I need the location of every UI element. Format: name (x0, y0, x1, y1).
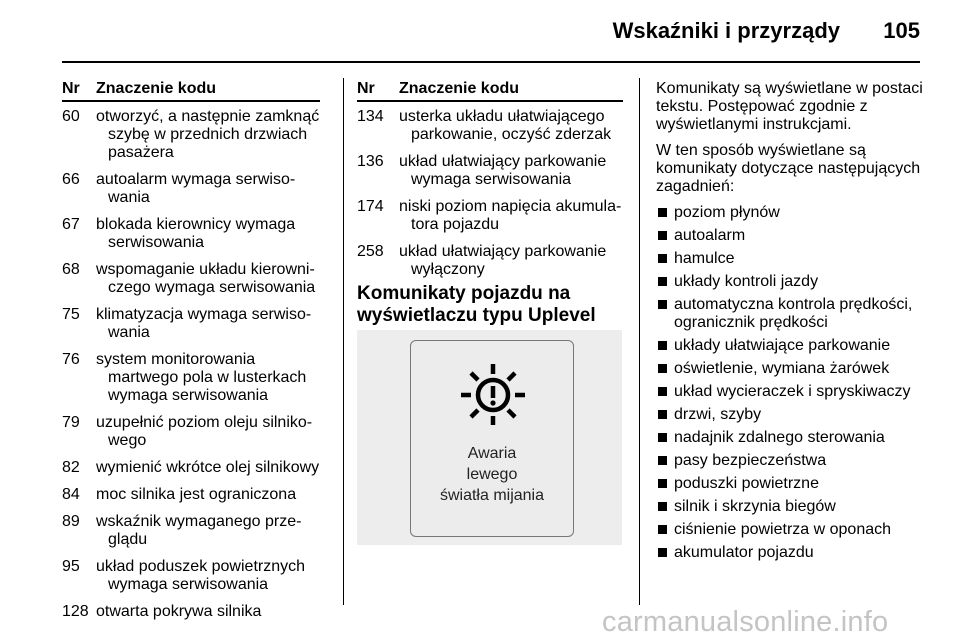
topic-list-item-text: układy ułatwiające parkowanie (674, 337, 891, 354)
row-code: 82 (62, 459, 80, 476)
column-header-number: Nr (357, 80, 375, 97)
table-row (357, 243, 623, 279)
row-meaning (399, 198, 623, 234)
column-header-meaning: Znaczenie kodu (399, 80, 520, 97)
row-meaning (96, 558, 320, 594)
topic-list-item-text: hamulce (674, 250, 735, 267)
row-meaning-line: otwarta pokrywa silnika (96, 603, 262, 620)
row-meaning (96, 171, 320, 207)
bullet-square-icon (658, 479, 667, 488)
row-code: 174 (357, 198, 384, 215)
row-meaning-line: szybę w przednich drzwiach (108, 126, 308, 143)
topic-list-item (656, 544, 928, 562)
row-code: 75 (62, 306, 80, 323)
table-row (62, 216, 320, 252)
row-meaning-line: czego wymaga serwisowania (108, 279, 316, 296)
row-meaning (96, 603, 320, 621)
topics-paragraph: W ten sposób wyświetlane są komunikaty dotyczące następujących zagadnień: (656, 142, 921, 195)
row-meaning-line: wymaga serwisowania (108, 387, 269, 404)
table-row (62, 351, 320, 405)
bullet-square-icon (658, 341, 667, 350)
row-meaning-line: blokada kierownicy wymaga (96, 216, 296, 233)
row-code: 84 (62, 486, 80, 503)
topic-list (656, 204, 928, 562)
row-code: 79 (62, 414, 80, 431)
row-meaning-line: wymaga serwisowania (108, 576, 269, 593)
bullet-square-icon (658, 456, 667, 465)
table-row (357, 153, 623, 189)
row-meaning-line: układ ułatwiający parkowanie (399, 243, 607, 260)
row-meaning-line: niski poziom napięcia akumula- (399, 198, 622, 215)
row-meaning-line: parkowanie, oczyść zderzak (411, 126, 612, 143)
column-divider-1 (343, 78, 344, 605)
row-meaning-line: wspomaganie układu kierowni- (96, 261, 315, 278)
table-row (62, 414, 320, 450)
bullet-square-icon (658, 548, 667, 557)
row-code: 258 (357, 243, 384, 260)
row-code: 136 (357, 153, 384, 170)
row-meaning (399, 108, 623, 144)
row-meaning-line: wskaźnik wymaganego prze- (96, 513, 302, 530)
row-code: 128 (62, 603, 89, 620)
row-meaning (96, 513, 320, 549)
table-row (62, 459, 320, 477)
section-heading (357, 283, 627, 327)
row-meaning (96, 351, 320, 405)
topic-list-item (656, 227, 928, 245)
topic-list-item (656, 296, 928, 332)
row-meaning-line: klimatyzacja wymaga serwiso- (96, 306, 312, 323)
row-code: 95 (62, 558, 80, 575)
display-message (411, 443, 573, 506)
table-row (62, 558, 320, 594)
row-meaning (399, 243, 623, 279)
header-divider (62, 61, 920, 63)
row-meaning-line: usterka układu ułatwiającego (399, 108, 605, 125)
bullet-square-icon (658, 387, 667, 396)
table-row (62, 513, 320, 549)
row-meaning-line: moc silnika jest ograniczona (96, 486, 297, 503)
row-code: 66 (62, 171, 80, 188)
topic-list-item (656, 273, 928, 291)
row-meaning-line: uzupełnić poziom oleju silniko- (96, 414, 313, 431)
exterior-light-fault-icon (458, 359, 528, 425)
topic-list-item-text: drzwi, szyby (674, 406, 762, 423)
topic-list-item-text: układy kontroli jazdy (674, 273, 819, 290)
table-header (62, 80, 320, 102)
row-meaning-line: glądu (108, 531, 148, 548)
table-row (62, 603, 320, 621)
topic-list-item-text: nadajnik zdalnego sterowania (674, 429, 885, 446)
topic-list-item (656, 429, 928, 447)
row-code: 89 (62, 513, 80, 530)
bullet-square-icon (658, 208, 667, 217)
bullet-square-icon (658, 410, 667, 419)
row-meaning-line: pasażera (108, 144, 174, 161)
column-divider-2 (639, 78, 640, 605)
bullet-square-icon (658, 364, 667, 373)
row-meaning-line: system monitorowania (96, 351, 256, 368)
row-code: 134 (357, 108, 384, 125)
right-column-text (656, 80, 928, 567)
row-meaning-line: martwego pola w lusterkach (108, 369, 307, 386)
row-meaning-line: układ poduszek powietrznych (96, 558, 306, 575)
row-meaning-line: układ ułatwiający parkowanie (399, 153, 607, 170)
bullet-square-icon (658, 231, 667, 240)
bullet-square-icon (658, 502, 667, 511)
row-meaning-line: wyłączony (411, 261, 485, 278)
row-meaning-line: wymaga serwisowania (411, 171, 572, 188)
column-header-number: Nr (62, 80, 80, 97)
topic-list-item-text: autoalarm (674, 227, 746, 244)
row-meaning-line: wania (108, 189, 150, 206)
section-heading-line: wyświetlaczu typu Uplevel (357, 305, 596, 326)
row-meaning (96, 216, 320, 252)
table-row (357, 198, 623, 234)
topic-list-item (656, 337, 928, 355)
topic-list-item-text: układ wycieraczek i spryskiwaczy (674, 383, 911, 400)
topic-list-item (656, 250, 928, 268)
code-table-right (357, 80, 623, 288)
row-meaning-line: autoalarm wymaga serwiso- (96, 171, 296, 188)
row-code: 76 (62, 351, 80, 368)
row-meaning-line: wego (108, 432, 147, 449)
row-meaning-line: tora pojazdu (411, 216, 500, 233)
row-meaning-line: wymienić wkrótce olej silnikowy (96, 459, 320, 476)
column-header-meaning: Znaczenie kodu (96, 80, 217, 97)
code-table-left (62, 80, 320, 630)
uplevel-display-screen (410, 340, 574, 537)
bullet-square-icon (658, 300, 667, 309)
topic-list-item (656, 383, 928, 401)
topic-list-item (656, 498, 928, 516)
topic-list-item (656, 204, 928, 222)
watermark: carmanualsonline.info (602, 606, 889, 638)
display-message-line: Awaria (467, 445, 517, 462)
display-message-line: lewego (466, 466, 518, 483)
section-heading-line: Komunikaty pojazdu na (357, 283, 571, 304)
intro-paragraph: Komunikaty są wyświetlane w postaci tekstu. Postępować zgodnie z wyświetlanymi instrukcjami. (656, 80, 923, 133)
row-code: 67 (62, 216, 80, 233)
row-meaning (96, 108, 320, 162)
row-code: 68 (62, 261, 80, 278)
row-meaning-line: serwisowania (108, 234, 205, 251)
page-header-title: Wskaźniki i przyrządy (612, 18, 840, 43)
table-row (62, 108, 320, 162)
topic-list-item-text: poduszki powietrzne (674, 475, 819, 492)
bullet-square-icon (658, 433, 667, 442)
topic-list-item-text: pasy bezpieczeństwa (674, 452, 827, 469)
row-meaning (96, 414, 320, 450)
topic-list-item-text: automatyczna kontrola prędkości, ogranicznik prędkości (674, 296, 913, 331)
row-meaning (399, 153, 623, 189)
row-meaning (96, 306, 320, 342)
table-row (62, 306, 320, 342)
row-meaning-line: wania (108, 324, 150, 341)
topic-list-item (656, 452, 928, 470)
topic-list-item-text: ciśnienie powietrza w oponach (674, 521, 892, 538)
topic-list-item (656, 521, 928, 539)
row-meaning (96, 261, 320, 297)
topic-list-item (656, 475, 928, 493)
topic-list-item (656, 360, 928, 378)
topic-list-item-text: poziom płynów (674, 204, 780, 221)
display-illustration (357, 330, 622, 545)
bullet-square-icon (658, 525, 667, 534)
table-row (62, 486, 320, 504)
table-row (62, 261, 320, 297)
row-code: 60 (62, 108, 80, 125)
page-number: 105 (883, 18, 920, 43)
display-message-line: światła mijania (439, 487, 545, 504)
table-row (62, 171, 320, 207)
row-meaning (96, 486, 320, 504)
topic-list-item (656, 406, 928, 424)
table-header (357, 80, 623, 102)
row-meaning-line: otworzyć, a następnie zamknąć (96, 108, 320, 125)
row-meaning (96, 459, 320, 477)
bullet-square-icon (658, 277, 667, 286)
topic-list-item-text: akumulator pojazdu (674, 544, 814, 561)
topic-list-item-text: oświetlenie, wymiana żarówek (674, 360, 890, 377)
bullet-square-icon (658, 254, 667, 263)
table-row (357, 108, 623, 144)
topic-list-item-text: silnik i skrzynia biegów (674, 498, 836, 515)
